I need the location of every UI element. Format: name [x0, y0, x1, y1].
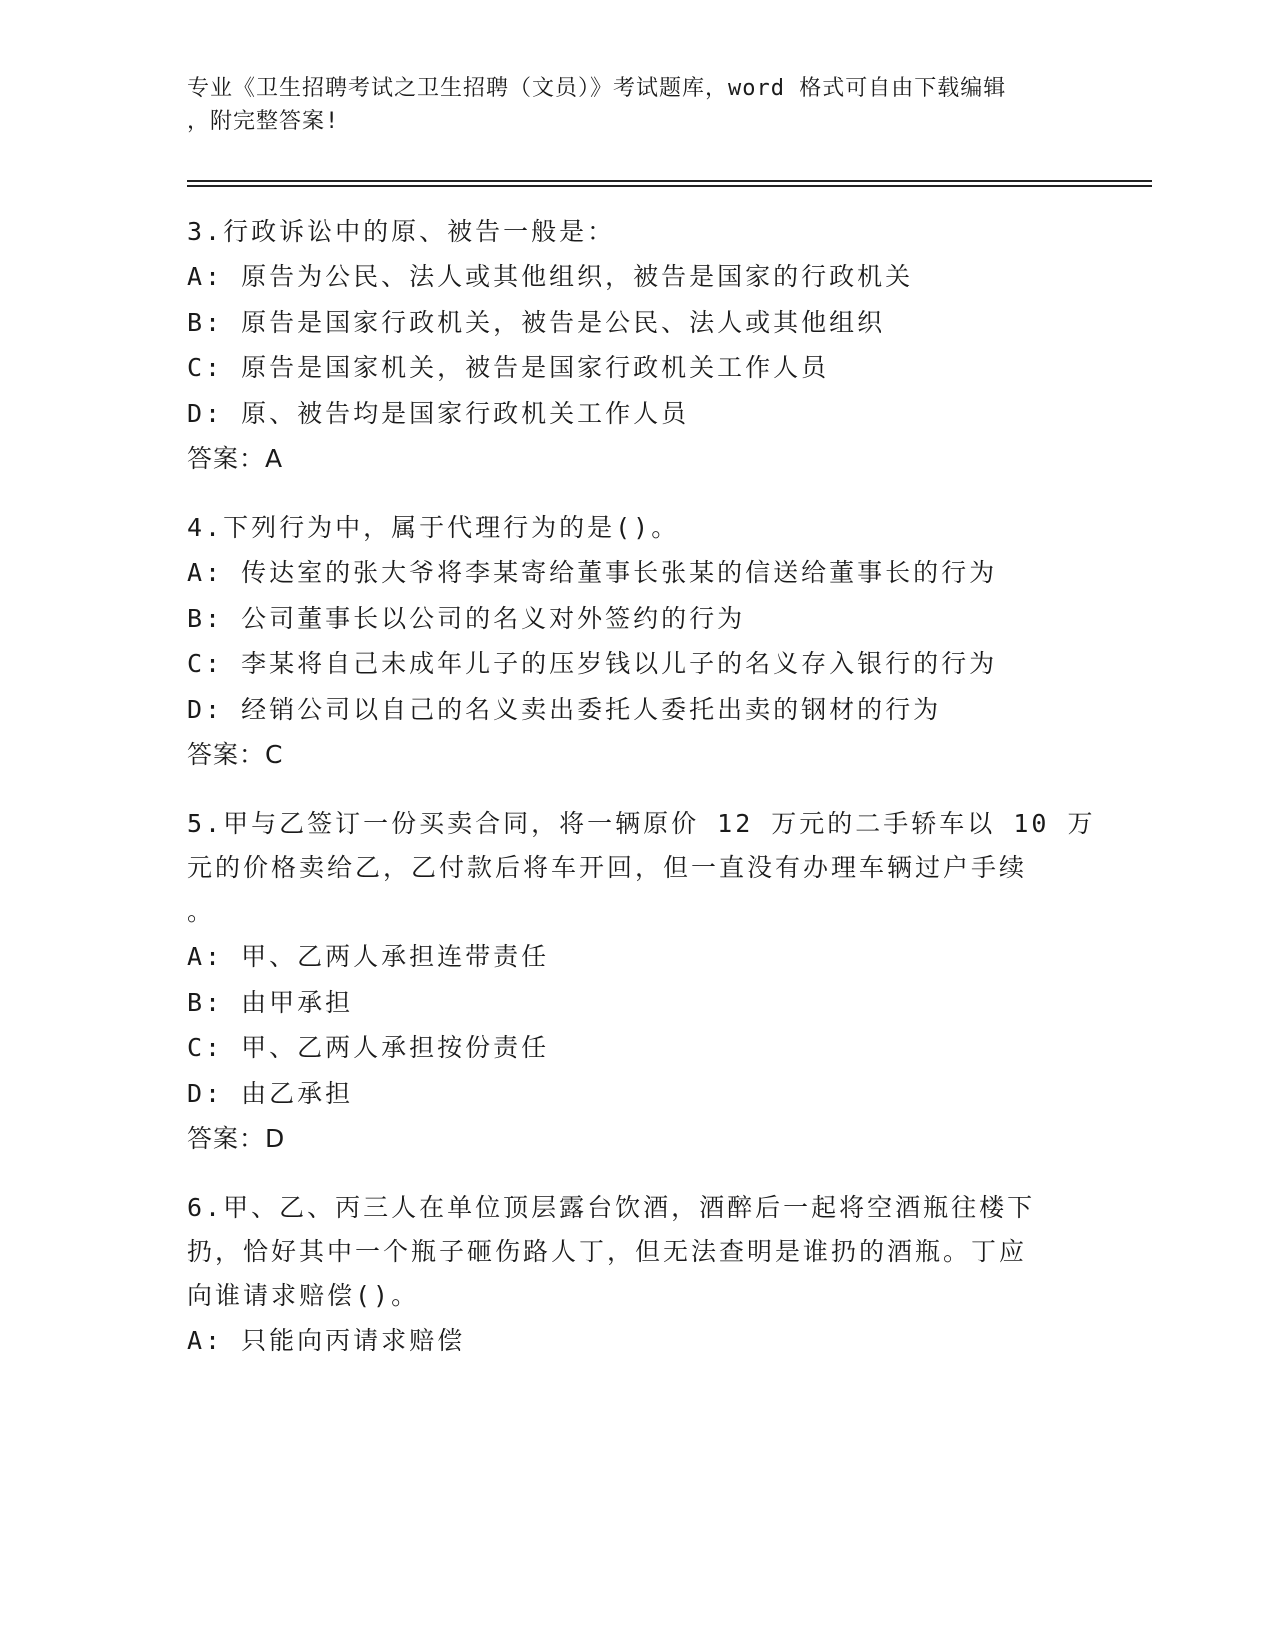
document-header [187, 72, 1067, 138]
option-b: B: 公司董事长以公司的名义对外签约的行为 [187, 603, 746, 633]
option-b: B: 原告是国家行政机关，被告是公民、法人或其他组织 [187, 307, 886, 337]
header-divider-bottom [187, 185, 1152, 187]
option-a: A: 传达室的张大爷将李某寄给董事长张某的信送给董事长的行为 [187, 558, 998, 587]
option-d: D: 原、被告均是国家行政机关工作人员 [187, 398, 690, 428]
question-stem [187, 802, 1096, 934]
question-stem [187, 506, 1067, 550]
option-a: A: 原告为公民、法人或其他组织，被告是国家的行政机关 [187, 262, 914, 291]
question-stem [187, 1186, 1067, 1318]
answer-line: 答案：D [187, 1124, 286, 1153]
question-stem-line: 元的价格卖给乙，乙付款后将车开回，但一直没有办理车辆过户手续 [187, 853, 1028, 882]
option-b: B: 由甲承担 [187, 987, 354, 1017]
question-stem-line: 5.甲与乙签订一份买卖合同，将一辆原价 12 万元的二手轿车以 10 万 [187, 809, 1096, 838]
question-list [187, 210, 1096, 1388]
question-stem-line: 扔，恰好其中一个瓶子砸伤路人丁，但无法查明是谁扔的酒瓶。丁应 [187, 1237, 1028, 1266]
option-a: A: 只能向丙请求赔偿 [187, 1326, 466, 1355]
question-stem-line: 3.行政诉讼中的原、被告一般是： [187, 217, 616, 246]
header-line-1: 专业《卫生招聘考试之卫生招聘（文员）》考试题库，word 格式可自由下载编辑 [187, 76, 1007, 101]
question-5 [187, 802, 1096, 1162]
option-d: D: 经销公司以自己的名义卖出委托人委托出卖的钢材的行为 [187, 694, 942, 724]
question-stem-line: 向谁请求赔偿()。 [187, 1281, 420, 1310]
option-a: A: 甲、乙两人承担连带责任 [187, 942, 550, 971]
question-stem-line: 6.甲、乙、丙三人在单位顶层露台饮酒，酒醉后一起将空酒瓶往楼下 [187, 1193, 1036, 1222]
header-divider-top [187, 180, 1152, 182]
answer-line: 答案：A [187, 444, 284, 473]
option-c: C: 甲、乙两人承担按份责任 [187, 1033, 550, 1062]
option-d: D: 由乙承担 [187, 1078, 354, 1108]
question-6 [187, 1186, 1067, 1364]
answer-line: 答案：C [187, 740, 284, 769]
question-4 [187, 506, 1067, 778]
header-line-2: ，附完整答案! [187, 109, 340, 134]
question-stem-line: 。 [187, 897, 216, 926]
option-c: C: 李某将自己未成年儿子的压岁钱以儿子的名义存入银行的行为 [187, 649, 998, 678]
question-stem-line: 4.下列行为中，属于代理行为的是()。 [187, 513, 680, 542]
option-c: C: 原告是国家机关，被告是国家行政机关工作人员 [187, 353, 830, 382]
question-stem [187, 210, 1067, 254]
question-3 [187, 210, 1067, 482]
